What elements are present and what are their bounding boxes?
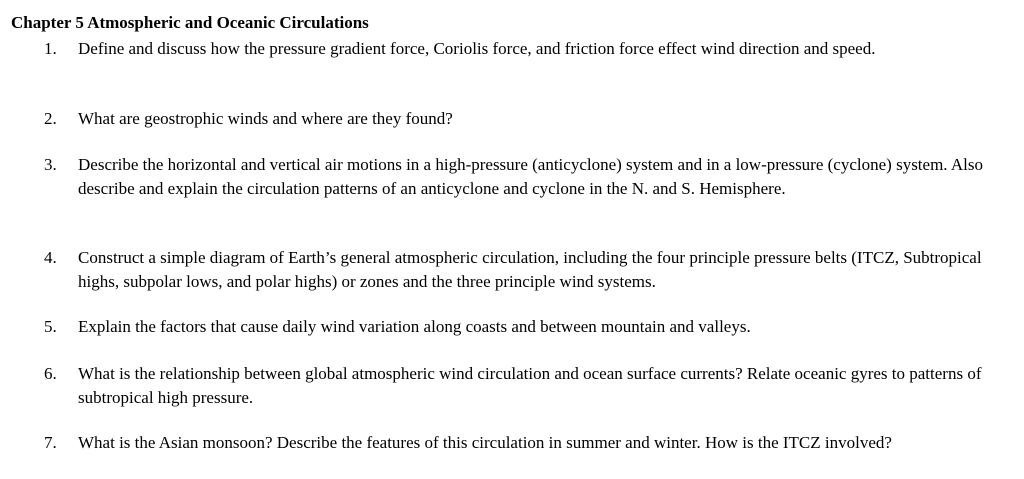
question-number: 4. xyxy=(44,248,57,267)
question-text: Construct a simple diagram of Earth’s general atmospheric circulation, including the four principle pressure belts (ITCZ, Subtropical highs, subpolar lows, and polar highs) or zones and the three principle wind systems. xyxy=(78,248,982,291)
question-number: 2. xyxy=(44,109,57,128)
question-text: Explain the factors that cause daily wind variation along coasts and between mountain and valleys. xyxy=(78,317,751,336)
question-text: Describe the horizontal and vertical air motions in a high-pressure (anticyclone) system and in a low-pressure (cyclone) system. Also describe and explain the circulation patterns of an anticyclone and cyclone in the N. and S. Hemisphere. xyxy=(78,155,983,198)
question-text: Define and discuss how the pressure gradient force, Coriolis force, and friction force effect wind direction and speed. xyxy=(78,39,876,58)
question-number: 1. xyxy=(44,39,57,58)
question-number: 5. xyxy=(44,317,57,336)
question-text: What is the relationship between global atmospheric wind circulation and ocean surface currents? Relate oceanic gyres to patterns of subtropical high pressure. xyxy=(78,364,982,407)
question-text: What are geostrophic winds and where are they found? xyxy=(78,109,453,128)
question-number: 3. xyxy=(44,155,57,174)
question-number: 7. xyxy=(44,433,57,452)
chapter-title: Chapter 5 Atmospheric and Oceanic Circulations xyxy=(11,13,369,32)
question-number: 6. xyxy=(44,364,57,383)
question-text: What is the Asian monsoon? Describe the features of this circulation in summer and winter. How is the ITCZ involved? xyxy=(78,433,892,452)
